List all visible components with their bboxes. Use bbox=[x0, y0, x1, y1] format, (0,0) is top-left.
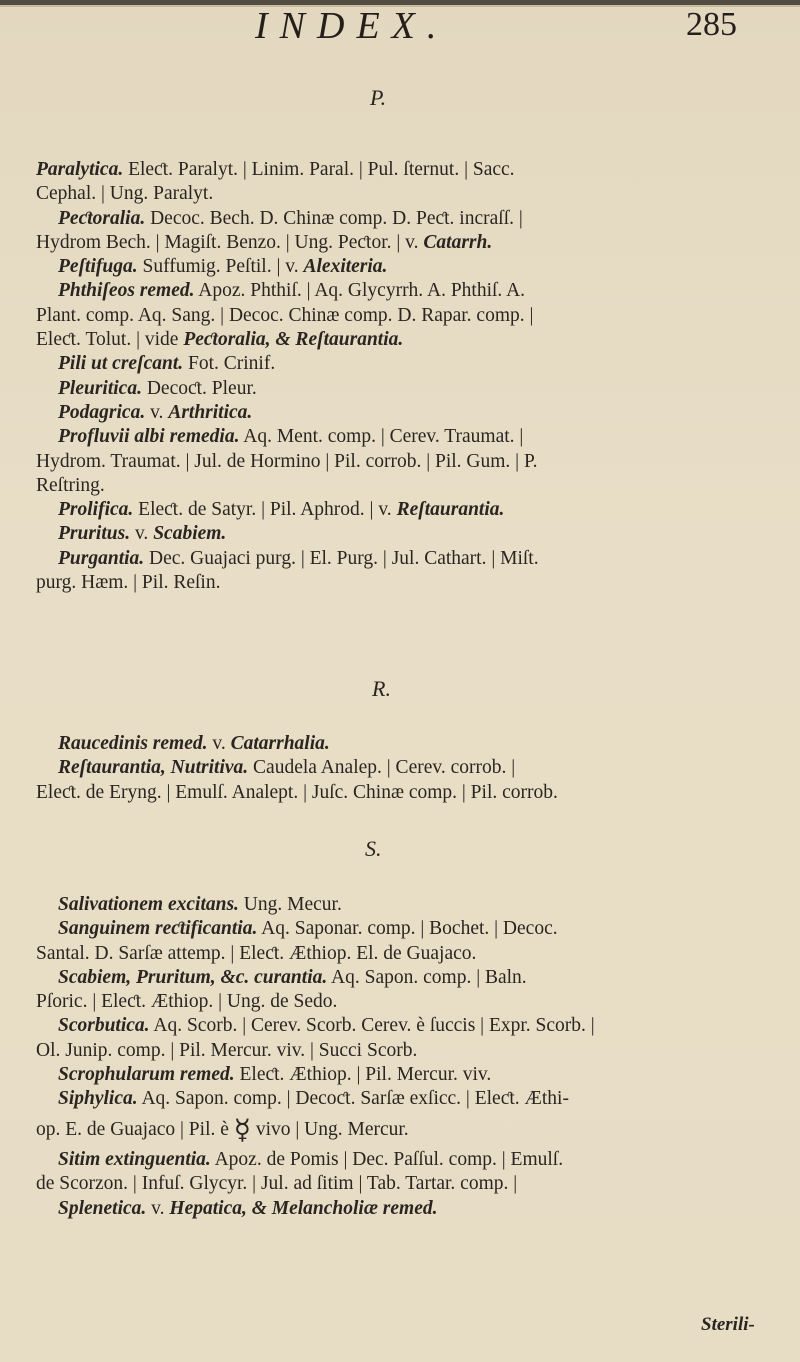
index-line: Pſoric. | Eleƈt. Æthiop. | Ung. de Sedo. bbox=[36, 991, 338, 1013]
index-line: Scrophularum remed. Eleƈt. Æthiop. | Pil. Mercur. viv. bbox=[58, 1064, 492, 1086]
catchword: Sterili- bbox=[701, 1314, 755, 1335]
index-line: Siphylica. Aq. Sapon. comp. | Decoƈt. Sarſæ exſicc. | Eleƈt. Æthi- bbox=[58, 1088, 569, 1110]
index-entries-p bbox=[36, 158, 788, 595]
index-line: Podagrica. v. Arthritica. bbox=[58, 401, 253, 423]
section-heading-p: P. bbox=[370, 85, 387, 110]
mercury-symbol-icon: ☿ bbox=[233, 1112, 251, 1146]
index-line: Scorbutica. Aq. Scorb. | Cerev. Scorb. Cerev. è ſuccis | Expr. Scorb. | bbox=[58, 1015, 595, 1037]
index-line: Scabiem, Pruritum, &c. curantia. Aq. Sapon. comp. | Baln. bbox=[58, 966, 527, 988]
index-line: Eleƈt. de Eryng. | Emulſ. Analept. | Juſc. Chinæ comp. | Pil. corrob. bbox=[36, 781, 558, 803]
index-line: Cephal. | Ung. Paralyt. bbox=[36, 183, 214, 205]
index-line: Prolifica. Eleƈt. de Satyr. | Pil. Aphrod. | v. Reſtaurantia. bbox=[58, 499, 505, 521]
index-line: op. E. de Guajaco | Pil. è ☿ vivo | Ung. Mercur. bbox=[36, 1112, 409, 1146]
index-line: Pleuritica. Decoƈt. Pleur. bbox=[58, 377, 257, 399]
index-line: Salivationem excitans. Ung. Mecur. bbox=[58, 894, 342, 915]
index-line: Ol. Junip. comp. | Pil. Mercur. viv. | Succi Scorb. bbox=[36, 1039, 418, 1061]
index-line: Peƈtoralia. Decoc. Bech. D. Chinæ comp. D. Peƈt. incraſſ. | bbox=[58, 207, 523, 229]
section-heading-r: R. bbox=[372, 676, 391, 701]
section-heading-s: S. bbox=[365, 836, 382, 861]
index-line: Purgantia. Dec. Guajaci purg. | El. Purg. | Jul. Cathart. | Miſt. bbox=[58, 547, 539, 569]
index-line: Hydrom. Traumat. | Jul. de Hormino | Pil. corrob. | Pil. Gum. | P. bbox=[36, 450, 538, 472]
index-line: Pili ut creſcant. Fot. Crinif. bbox=[58, 353, 276, 375]
index-line: Sanguinem reƈtificantia. Aq. Saponar. comp. | Bochet. | Decoc. bbox=[58, 918, 558, 940]
index-line: Reſtring. bbox=[36, 474, 105, 496]
index-line: Sitim extinguentia. Apoz. de Pomis | Dec. Paſſul. comp. | Emulſ. bbox=[58, 1148, 564, 1170]
index-line: Peſtifuga. Suffumig. Peſtil. | v. Alexiteria. bbox=[58, 256, 388, 278]
index-line: de Scorzon. | Infuſ. Glycyr. | Jul. ad ſitim | Tab. Tartar. comp. | bbox=[36, 1173, 518, 1195]
index-line: Phthiſeos remed. Apoz. Phthiſ. | Aq. Glycyrrh. A. Phthiſ. A. bbox=[58, 280, 526, 302]
index-line: Plant. comp. Aq. Sang. | Decoc. Chinæ comp. D. Rapar. comp. | bbox=[36, 304, 534, 326]
index-line: Santal. D. Sarſæ attemp. | Eleƈt. Æthiop. El. de Guajaco. bbox=[36, 942, 477, 964]
index-line: Raucedinis remed. v. Catarrhalia. bbox=[58, 733, 330, 754]
running-head-title: INDEX. bbox=[255, 5, 449, 47]
index-line: Profluvii albi remedia. Aq. Ment. comp. | Cerev. Traumat. | bbox=[58, 426, 524, 448]
page-number: 285 bbox=[686, 6, 737, 43]
index-line: Eleƈt. Tolut. | vide Peƈtoralia, & Reſtaurantia. bbox=[36, 329, 404, 351]
index-line: Reſtaurantia, Nutritiva. Caudela Analep. | Cerev. corrob. | bbox=[58, 757, 516, 779]
index-line: Pruritus. v. Scabiem. bbox=[58, 523, 227, 545]
index-entries-s bbox=[36, 893, 788, 1221]
index-line: Splenetica. v. Hepatica, & Melancholiæ remed. bbox=[58, 1197, 438, 1219]
index-line: Paralytica. Eleƈt. Paralyt. | Linim. Paral. | Pul. ſternut. | Sacc. bbox=[36, 159, 515, 180]
index-line: purg. Hæm. | Pil. Reſin. bbox=[36, 572, 221, 594]
index-line: Hydrom Bech. | Magiſt. Benzo. | Ung. Peƈtor. | v. Catarrh. bbox=[36, 231, 493, 253]
index-entries-r bbox=[36, 732, 788, 805]
